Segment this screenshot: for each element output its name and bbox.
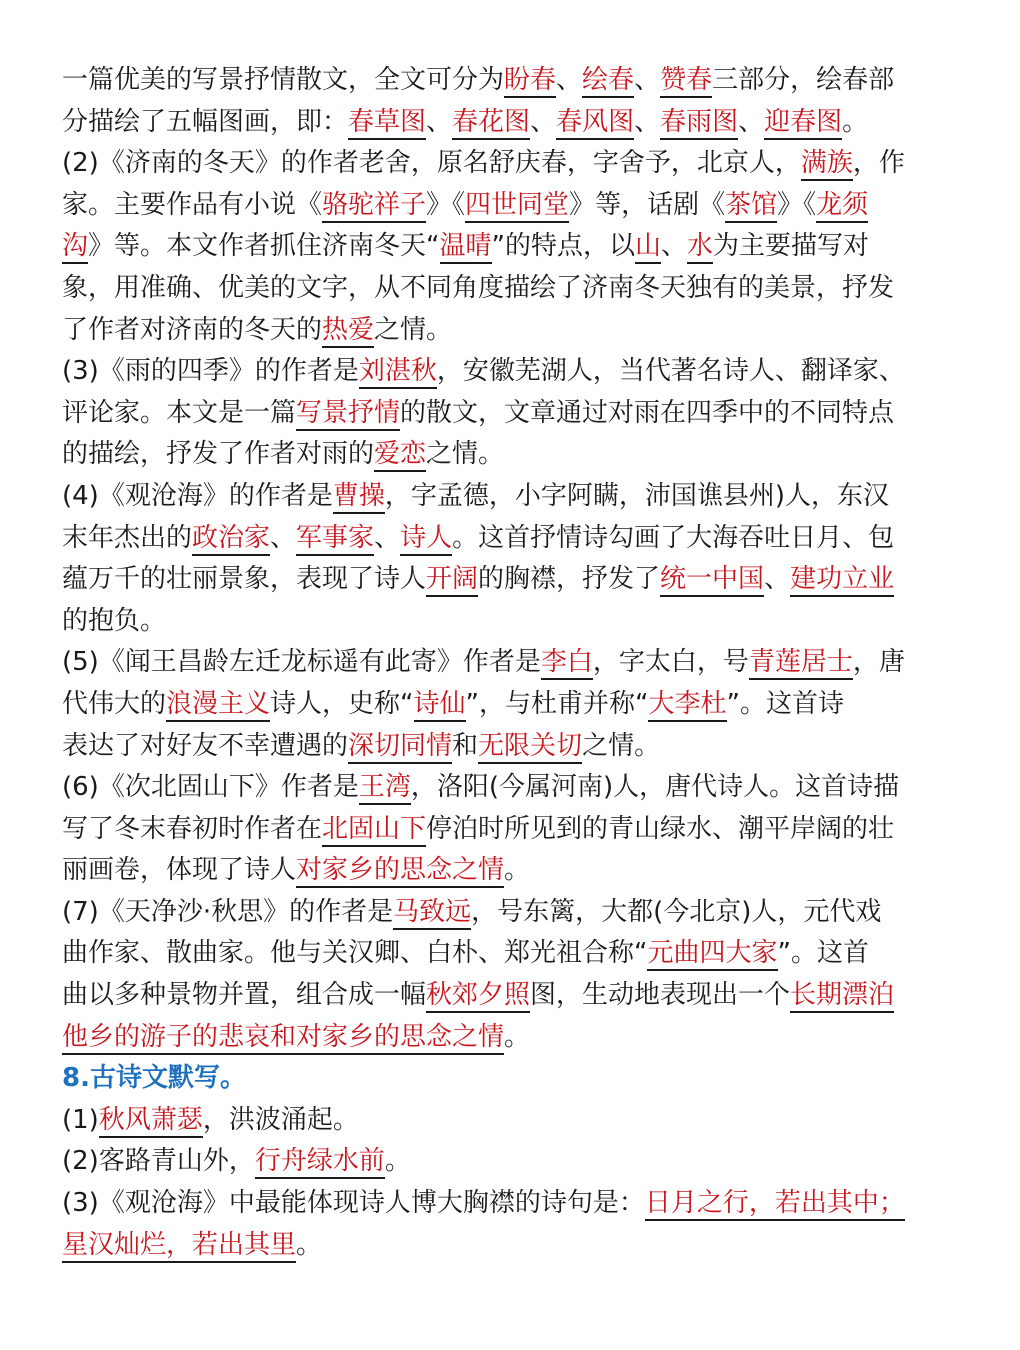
answer-text: 春雨图 xyxy=(660,107,738,140)
answer-text: 无限关切 xyxy=(478,731,582,764)
text-line xyxy=(62,933,960,975)
body-text: 家。主要作品有小说《 xyxy=(62,189,323,220)
body-text: 之情。 xyxy=(374,314,453,345)
text-line xyxy=(62,809,960,851)
answer-text: 绘春 xyxy=(582,65,634,98)
section-heading: 8.古诗文默写。 xyxy=(62,1063,246,1094)
answer-text: 北固山下 xyxy=(322,814,426,847)
body-text: 》等，话剧《 xyxy=(569,189,726,220)
body-text: (3)《雨的四季》的作者是 xyxy=(62,356,359,387)
body-text: (2)《济南的冬天》的作者老舍，原名舒庆春，字舍予，北京人， xyxy=(62,148,801,179)
answer-text: 李白 xyxy=(541,647,593,680)
answer-text: 刘湛秋 xyxy=(359,356,437,389)
answer-text: 星汉灿烂，若出其里 xyxy=(62,1230,296,1263)
answer-text: 水 xyxy=(687,231,713,264)
answer-text: 行舟绿水前 xyxy=(255,1146,385,1179)
text-line xyxy=(62,601,960,643)
body-text: ，安徽芜湖人，当代著名诗人、翻译家、 xyxy=(436,356,905,387)
answer-text: 政治家 xyxy=(192,523,270,556)
body-text: 的胸襟，抒发了 xyxy=(478,564,661,595)
body-text: (1) xyxy=(62,1104,99,1135)
answer-text: 盼春 xyxy=(504,65,556,98)
body-text: ”，与杜甫并称“ xyxy=(465,688,649,719)
answer-text: 四世同堂 xyxy=(465,190,569,223)
text-line xyxy=(62,559,960,601)
answer-text: 骆驼祥子 xyxy=(322,190,426,223)
body-text: 》等。本文作者抓住济南冬天“ xyxy=(88,231,440,262)
answer-text: 诗人 xyxy=(400,523,452,556)
answer-text: 赞春 xyxy=(660,65,712,98)
answer-text: 山 xyxy=(635,231,661,264)
body-text: 三部分，绘春部 xyxy=(712,65,895,95)
answer-text: 春风图 xyxy=(556,107,634,140)
answer-text: 写景抒情 xyxy=(296,398,400,431)
body-text: 。 xyxy=(296,1229,323,1260)
body-text: 分描绘了五幅图画，即： xyxy=(62,106,349,137)
body-text: 写了冬末春初时作者在 xyxy=(62,813,323,844)
answer-text: 温晴 xyxy=(440,231,492,264)
body-text: (4)《观沧海》的作者是 xyxy=(62,480,333,511)
answer-text: 春花图 xyxy=(452,107,530,140)
body-text: 、 xyxy=(556,65,583,95)
text-line xyxy=(62,684,960,726)
answer-text: 春草图 xyxy=(348,107,426,140)
body-text: ”。这首 xyxy=(777,938,869,969)
answer-text: 对家乡的思念之情 xyxy=(296,855,504,888)
body-text: 为主要描写对 xyxy=(713,231,870,262)
answer-text: 曹操 xyxy=(333,481,385,514)
text-line xyxy=(62,892,960,934)
text-line xyxy=(62,102,960,144)
text-line xyxy=(62,1183,960,1225)
answer-text: 日月之行，若出其中； xyxy=(645,1188,905,1221)
body-text: 、 xyxy=(426,106,453,137)
body-text: 。 xyxy=(504,855,531,886)
text-line xyxy=(62,767,960,809)
answer-text: 沟 xyxy=(62,231,88,264)
body-text: 一篇优美的写景抒情散文，全文可分为 xyxy=(62,65,505,95)
body-text: ”的特点，以 xyxy=(491,231,635,262)
body-text: 停泊时所见到的青山绿水、潮平岸阔的壮 xyxy=(426,813,895,844)
body-text: 、 xyxy=(764,564,791,595)
body-text: 丽画卷，体现了诗人 xyxy=(62,855,297,886)
body-text: 、 xyxy=(270,522,297,553)
answer-text: 茶馆 xyxy=(725,190,777,223)
body-text: 、 xyxy=(738,106,765,137)
text-line xyxy=(62,850,960,892)
answer-text: 龙须 xyxy=(816,190,868,223)
text-line xyxy=(62,476,960,518)
text-line xyxy=(62,726,960,768)
answer-text: 王湾 xyxy=(359,772,411,805)
body-text: 代伟大的 xyxy=(62,688,167,719)
body-text: 之情。 xyxy=(426,439,505,470)
text-line xyxy=(62,185,960,227)
body-text: 和 xyxy=(452,730,479,761)
body-text: 之情。 xyxy=(582,730,661,761)
answer-text: 统一中国 xyxy=(660,564,764,597)
body-text: 评论家。本文是一篇 xyxy=(62,397,297,428)
answer-text: 热爱 xyxy=(322,315,374,348)
text-line xyxy=(62,351,960,393)
body-text: (5)《闻王昌龄左迁龙标遥有此寄》作者是 xyxy=(62,647,541,678)
text-line xyxy=(62,518,960,560)
answer-text: 满族 xyxy=(801,148,853,181)
body-text: 的散文，文章通过对雨在四季中的不同特点 xyxy=(400,397,895,428)
text-line xyxy=(62,434,960,476)
body-text: (2)客路青山外， xyxy=(62,1146,255,1177)
answer-text: 青莲居士 xyxy=(749,647,853,680)
body-text: ，唐 xyxy=(852,647,905,678)
body-text: 、 xyxy=(530,106,557,137)
answer-text: 开阔 xyxy=(426,564,478,597)
text-line xyxy=(62,60,960,102)
answer-text: 长期漂泊 xyxy=(790,980,894,1013)
text-line xyxy=(62,393,960,435)
answer-text: 深切同情 xyxy=(348,731,452,764)
answer-text: 马致远 xyxy=(393,897,471,930)
body-text: (3)《观沧海》中最能体现诗人博大胸襟的诗句是： xyxy=(62,1188,645,1219)
answer-text: 建功立业 xyxy=(790,564,894,597)
body-text: 象，用准确、优美的文字，从不同角度描绘了济南冬天独有的美景，抒发 xyxy=(62,272,895,303)
body-text: 曲以多种景物并置，组合成一幅 xyxy=(62,980,427,1011)
body-text: 诗人，史称“ xyxy=(270,688,414,719)
text-line xyxy=(62,1100,960,1142)
body-text: 。 xyxy=(842,106,869,137)
text-line xyxy=(62,1141,960,1183)
body-text: (6)《次北固山下》作者是 xyxy=(62,772,359,803)
body-text: (7)《天净沙·秋思》的作者是 xyxy=(62,896,394,927)
body-text: 、 xyxy=(374,522,401,553)
text-line xyxy=(62,226,960,268)
body-text: ”。这首诗 xyxy=(726,688,844,719)
body-text: 》《 xyxy=(777,189,817,220)
body-text: 曲作家、散曲家。他与关汉卿、白朴、郑光祖合称“ xyxy=(62,938,648,969)
body-text: 、 xyxy=(661,231,688,262)
body-text: 。这首抒情诗勾画了大海吞吐日月、包 xyxy=(452,522,895,553)
body-text: 了作者对济南的冬天的 xyxy=(62,314,323,345)
body-text: ，字太白，号 xyxy=(592,647,749,678)
body-text: 图，生动地表现出一个 xyxy=(530,980,791,1011)
answer-text: 秋风萧瑟 xyxy=(99,1105,203,1138)
body-text: ，洛阳(今属河南)人，唐代诗人。这首诗描 xyxy=(410,772,900,803)
body-text: ，洪波涌起。 xyxy=(202,1104,359,1135)
body-text: 。 xyxy=(384,1146,411,1177)
body-text: 的描绘，抒发了作者对雨的 xyxy=(62,439,375,470)
answer-text: 他乡的游子的悲哀和对家乡的思念之情 xyxy=(62,1022,504,1055)
answer-text: 浪漫主义 xyxy=(166,689,270,722)
answer-text: 爱恋 xyxy=(374,439,426,472)
body-text: 、 xyxy=(634,65,661,95)
text-line xyxy=(62,975,960,1017)
answer-text: 元曲四大家 xyxy=(647,938,777,971)
answer-text: 军事家 xyxy=(296,523,374,556)
body-text: 、 xyxy=(634,106,661,137)
text-line xyxy=(62,310,960,352)
body-text: ，作 xyxy=(852,148,905,179)
text-line xyxy=(62,143,960,185)
body-text: 表达了对好友不幸遭遇的 xyxy=(62,730,349,761)
answer-text: 迎春图 xyxy=(764,107,842,140)
answer-text: 诗仙 xyxy=(414,689,466,722)
body-text: ，字孟德，小字阿瞒，沛国谯县州)人，东汉 xyxy=(384,480,890,511)
body-text: 。 xyxy=(504,1021,531,1052)
body-text: ，号东篱，大都(今北京)人，元代戏 xyxy=(471,896,882,927)
text-line xyxy=(62,268,960,310)
answer-text: 秋郊夕照 xyxy=(426,980,530,1013)
text-line xyxy=(62,1225,960,1267)
text-line xyxy=(62,642,960,684)
text-line xyxy=(62,1058,960,1100)
text-line xyxy=(62,1017,960,1059)
body-text: 的抱负。 xyxy=(62,605,167,636)
body-text: 末年杰出的 xyxy=(62,522,193,553)
body-text: 蕴万千的壮丽景象，表现了诗人 xyxy=(62,564,427,595)
body-text: 》《 xyxy=(426,189,466,220)
answer-text: 大李杜 xyxy=(648,689,726,722)
